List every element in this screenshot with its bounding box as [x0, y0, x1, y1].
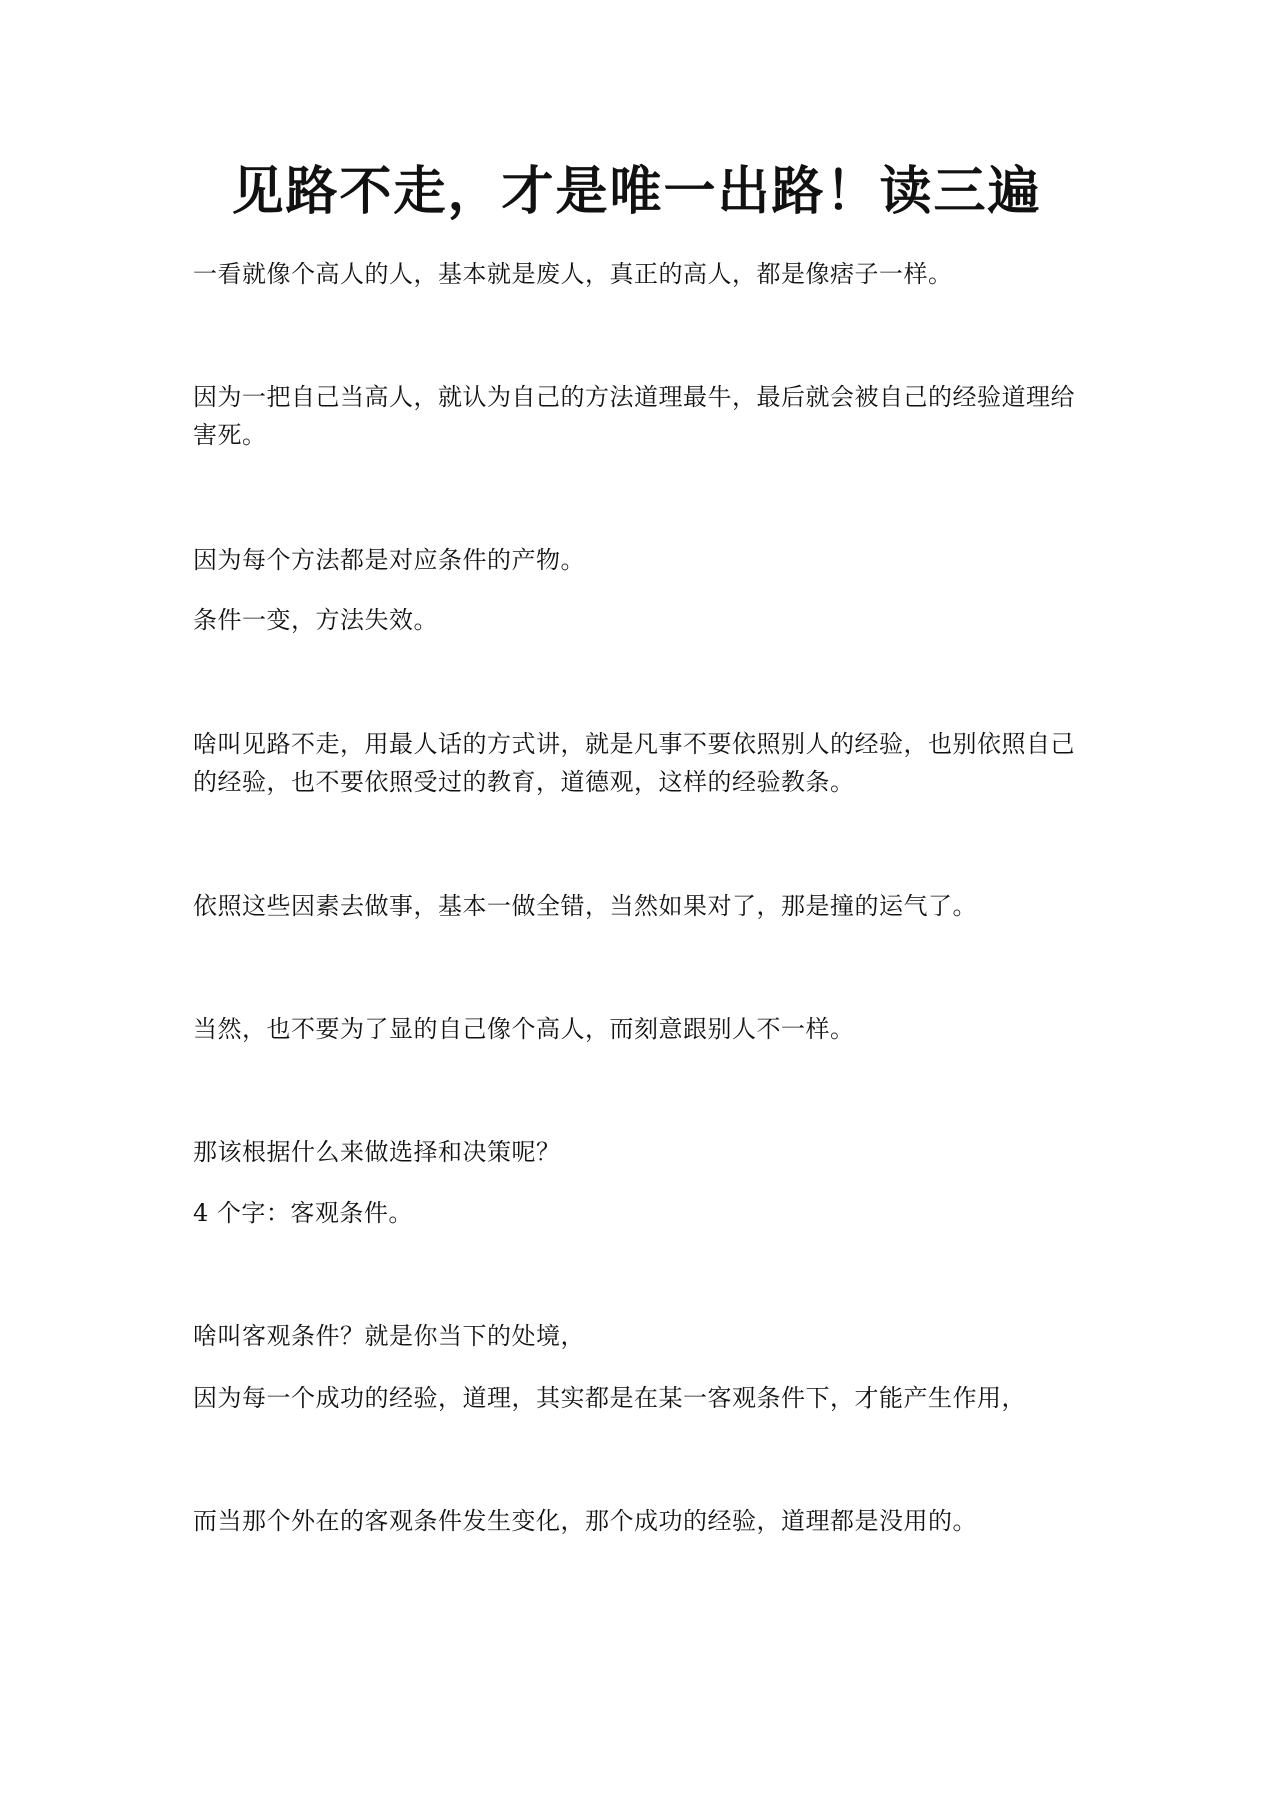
- paragraph-1: 一看就像个高人的人，基本就是废人，真正的高人，都是像痞子一样。: [193, 260, 953, 288]
- paragraph-4: 条件一变，方法失效。: [193, 606, 438, 634]
- paragraph-3: 因为每个方法都是对应条件的产物。: [193, 546, 585, 574]
- paragraph-7: 当然，也不要为了显的自己像个高人，而刻意跟别人不一样。: [193, 1015, 855, 1043]
- paragraph-2: 因为一把自己当高人，就认为自己的方法道理最牛，最后就会被自己的经验道理给害死。: [193, 383, 1075, 449]
- paragraph-8: 那该根据什么来做选择和决策呢？: [193, 1138, 561, 1166]
- paragraph-9: 4 个字：客观条件。: [193, 1199, 413, 1227]
- page-title: 见路不走，才是唯一出路！读三遍: [231, 161, 1042, 222]
- paragraph-12: 而当那个外在的客观条件发生变化，那个成功的经验，道理都是没用的。: [193, 1507, 977, 1535]
- paragraph-5: 啥叫见路不走，用最人话的方式讲，就是凡事不要依照别人的经验，也别依照自己的经验，也不要依照受过的教育，道德观，这样的经验教条。: [193, 730, 1075, 796]
- paragraph-11: 因为每一个成功的经验，道理，其实都是在某一客观条件下，才能产生作用，: [193, 1384, 1026, 1412]
- paragraph-10: 啥叫客观条件？就是你当下的处境，: [193, 1322, 585, 1350]
- paragraph-6: 依照这些因素去做事，基本一做全错，当然如果对了，那是撞的运气了。: [193, 892, 977, 920]
